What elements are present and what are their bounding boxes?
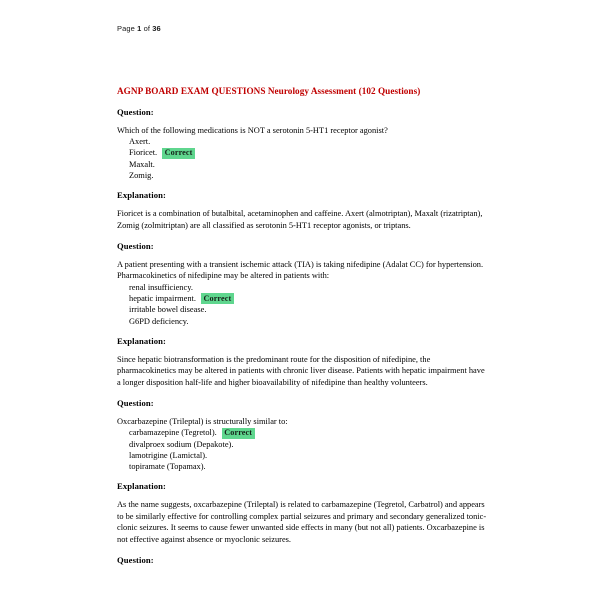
answer-option[interactable]: [129, 159, 487, 170]
answer-option-text: Axert.: [129, 137, 151, 147]
answer-options-list: [117, 282, 487, 327]
question-label: Question:: [117, 241, 154, 252]
answer-options-list: [117, 427, 487, 472]
answer-option[interactable]: [129, 439, 487, 450]
answer-option[interactable]: [129, 461, 487, 472]
correct-badge: Correct: [222, 428, 255, 439]
answer-option-text: lamotrigine (Lamictal).: [129, 451, 208, 461]
correct-badge: Correct: [201, 293, 234, 304]
question-label: Question:: [117, 107, 154, 117]
question-stem: A patient presenting with a transient ischemic attack (TIA) is taking nifedipine (Adalat CC) for hypertension. Pharmacokinetics of nifedipine may be altered in patients with:: [117, 260, 484, 281]
answer-option-text: Maxalt.: [129, 160, 155, 169]
explanation-label: Explanation:: [117, 190, 166, 201]
answer-option-text: carbamazepine (Tegretol).: [129, 428, 217, 438]
answer-option[interactable]: [129, 136, 487, 147]
answer-option[interactable]: [129, 293, 487, 305]
document-title: AGNP BOARD EXAM QUESTIONS Neurology Assessment (102 Questions): [117, 86, 421, 96]
answer-option[interactable]: [129, 170, 487, 181]
answer-options-list: [117, 136, 487, 181]
question-stem: Which of the following medications is NOT a serotonin 5-HT1 receptor agonist?: [117, 126, 388, 135]
answer-option-text: Fioricet.: [129, 148, 158, 158]
answer-option-text: topiramate (Topamax).: [129, 462, 206, 472]
answer-option[interactable]: [129, 450, 487, 461]
correct-badge: Correct: [162, 148, 195, 159]
qa-item-1: [117, 107, 487, 231]
page-header-middle: of: [141, 24, 153, 33]
document-content: [117, 85, 487, 573]
page-header-prefix: Page: [117, 24, 138, 33]
answer-option-text: divalproex sodium (Depakote).: [129, 439, 234, 449]
answer-option-text: Zomig.: [129, 171, 154, 181]
page-number-header: [117, 24, 161, 33]
page-header-current: 1: [137, 24, 142, 33]
answer-option-text: renal insufficiency.: [129, 282, 193, 292]
question-label: Question:: [117, 398, 154, 409]
qa-item-2: [117, 241, 487, 388]
explanation-label: Explanation:: [117, 335, 166, 346]
page-header-total: 36: [152, 24, 161, 33]
answer-option[interactable]: [129, 427, 487, 439]
question-stem: Oxcarbazepine (Trileptal) is structurally similar to:: [117, 417, 288, 427]
trailing-question-label: Question:: [117, 555, 154, 566]
answer-option[interactable]: [129, 316, 487, 327]
answer-option[interactable]: [129, 304, 487, 315]
answer-option-text: irritable bowel disease.: [129, 305, 207, 315]
answer-option[interactable]: [129, 282, 487, 293]
explanation-label: Explanation:: [117, 481, 166, 492]
explanation-text: Fioricet is a combination of butalbital, acetaminophen and caffeine. Axert (almotriptan), Maxalt (rizatriptan), Zomig (zolmitriptan) are all classified as serotonin 5-HT1 receptor agonists, or triptans.: [117, 209, 483, 230]
answer-option-text: hepatic impairment.: [129, 293, 196, 303]
answer-option[interactable]: [129, 147, 487, 159]
explanation-text: As the name suggests, oxcarbazepine (Trileptal) is related to carbamazepine (Tegretol, Carbatrol) and appears to be similarly effective for controlling complex partial seizures and primary and secondary generalized tonic-clonic seizures. It seems to cause fewer unwanted side effects in many (but not all) patients. Oxcarbazepine is not effective against absence or myoclonic seizures.: [117, 500, 487, 544]
qa-item-3: [117, 398, 487, 545]
answer-option-text: G6PD deficiency.: [129, 316, 189, 326]
explanation-text: Since hepatic biotransformation is the predominant route for the disposition of nifedipine, the pharmacokinetics may be altered in patients with chronic liver disease. Patients with hepatic impairment have a longer disposition half-life and higher bioavailability of nifedipine than healthy volunteers.: [117, 354, 485, 387]
